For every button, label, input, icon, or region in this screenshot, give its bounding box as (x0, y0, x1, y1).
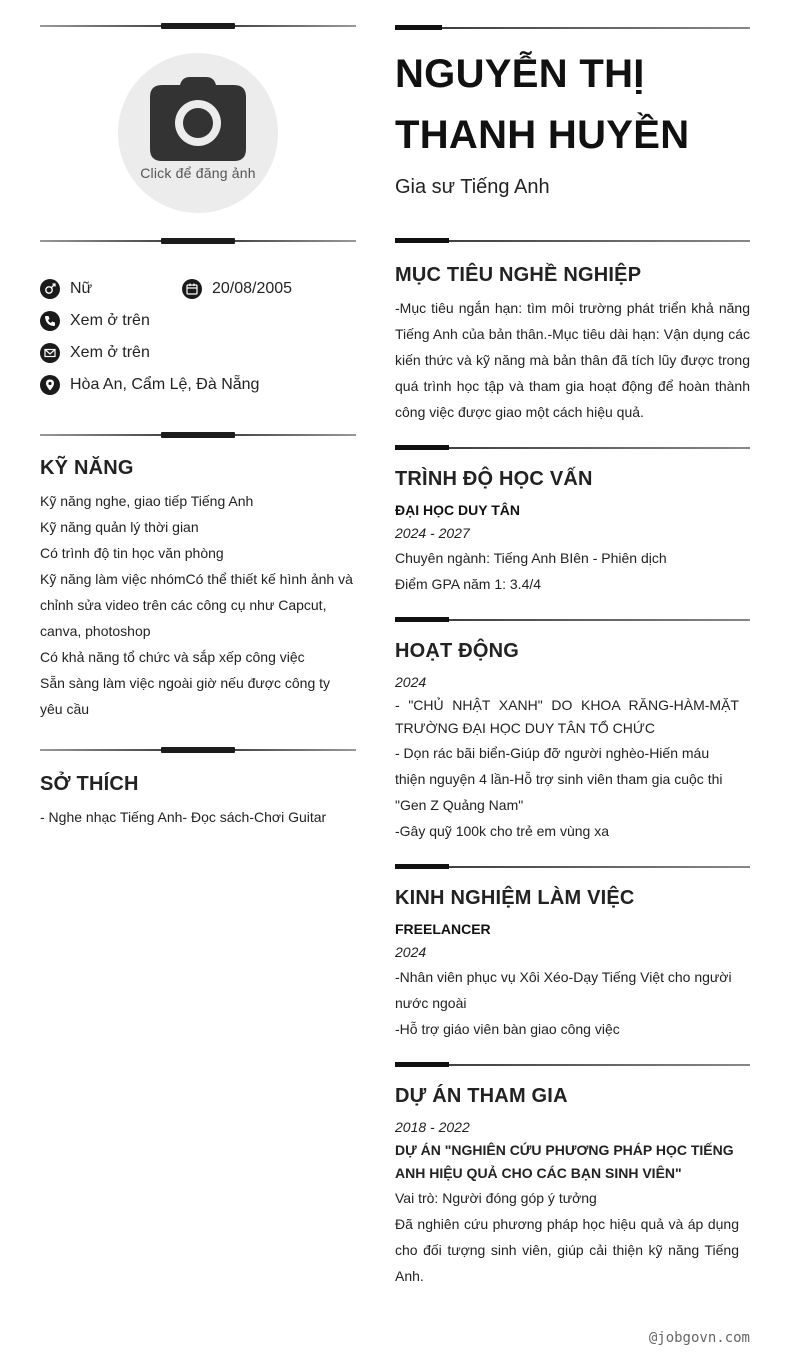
phone-row (40, 311, 150, 331)
divider (395, 238, 750, 244)
email-row (40, 343, 150, 363)
divider (40, 746, 356, 754)
hobbies-title: SỞ THÍCH (40, 773, 139, 795)
phone-icon (40, 311, 60, 331)
projects-title: DỰ ÁN THAM GIA (395, 1085, 568, 1107)
activities-desc: - Dọn rác bãi biển-Giúp đỡ người nghèo-Hiến máu thiện nguyện 4 lần-Hỗ trợ sinh viên tham gia cuộc thi "Gen Z Quảng Nam" (395, 745, 723, 813)
experience-desc: -Hỗ trợ giáo viên bàn giao công việc (395, 1021, 620, 1037)
gender-icon (40, 279, 60, 299)
avatar-caption: Click để đăng ảnh (140, 165, 256, 181)
phone-value: Xem ở trên (70, 312, 150, 329)
education-school: ĐẠI HỌC DUY TÂN (395, 502, 520, 518)
skills-list (40, 488, 356, 722)
objective-text: -Mục tiêu ngắn hạn: tìm môi trường phát triển khả năng Tiếng Anh của bản thân.-Mục tiêu dài hạn: Vận dụng các kiến thức và kỹ năng mà bản thân đã tích lũy được trong quá trình học tập và tham gia hoạt động để hoàn thành công việc được giao một cách hiệu quả. (395, 300, 750, 420)
experience-desc: -Nhân viên phục vụ Xôi Xéo-Dạy Tiếng Việt cho người nước ngoài (395, 969, 732, 1011)
experience-title: KINH NGHIỆM LÀM VIỆC (395, 887, 635, 909)
project-desc: Đã nghiên cứu phương pháp học hiệu quả và áp dụng cho đối tượng sinh viên, giúp cải thiện kỹ năng Tiếng Anh. (395, 1216, 739, 1284)
education-major: Chuyên ngành: Tiếng Anh BIên - Phiên dịch (395, 550, 667, 566)
divider (40, 431, 356, 439)
address-value: Hòa An, Cẩm Lệ, Đà Nẵng (70, 376, 260, 393)
list-item: Kỹ năng nghe, giao tiếp Tiếng Anh (40, 493, 254, 509)
job-title: Gia sư Tiếng Anh (395, 176, 550, 198)
divider (395, 1062, 750, 1068)
education-title: TRÌNH ĐỘ HỌC VẤN (395, 468, 593, 490)
activities-org: - "CHỦ NHẬT XANH" DO KHOA RĂNG-HÀM-MẶT TRƯỜNG ĐẠI HỌC DUY TÂN TỔ CHỨC (395, 697, 739, 736)
divider (40, 237, 356, 245)
activities-title: HOẠT ĐỘNG (395, 640, 520, 662)
list-item: Có trình độ tin học văn phòng (40, 545, 224, 561)
divider (395, 445, 750, 451)
mail-icon (40, 343, 60, 363)
email-value: Xem ở trên (70, 344, 150, 361)
gender-value: Nữ (70, 280, 93, 297)
list-item: Kỹ năng làm việc nhómCó thể thiết kế hình ảnh và chỉnh sửa video trên các công cụ như Capcut, canva, photoshop (40, 571, 353, 639)
list-item: Kỹ năng quản lý thời gian (40, 519, 199, 535)
list-item: Có khả năng tổ chức và sắp xếp công việc (40, 649, 305, 665)
camera-icon (150, 77, 246, 161)
birthdate-value: 20/08/2005 (212, 280, 293, 297)
education-gpa: Điểm GPA năm 1: 3.4/4 (395, 576, 542, 592)
hobbies-text: - Nghe nhạc Tiếng Anh- Đọc sách-Chơi Guitar (40, 809, 327, 825)
birthdate-row (182, 279, 292, 299)
education-period: 2024 - 2027 (395, 525, 470, 541)
candidate-name: NGUYỄN THỊ THANH HUYỀN (395, 52, 690, 157)
divider (395, 25, 750, 31)
address-row (40, 375, 259, 395)
gender-row (40, 279, 92, 299)
objective-title: MỤC TIÊU NGHỀ NGHIỆP (395, 264, 642, 286)
activities-period: 2024 (395, 674, 427, 690)
divider (395, 864, 750, 870)
list-item: Sẵn sàng làm việc ngoài giờ nếu được công ty yêu cầu (40, 675, 331, 717)
calendar-icon (182, 279, 202, 299)
project-role: Vai trò: Người đóng góp ý tưởng (395, 1190, 597, 1206)
experience-period: 2024 (395, 944, 427, 960)
divider (395, 617, 750, 623)
projects-period: 2018 - 2022 (395, 1119, 470, 1135)
divider (40, 22, 356, 30)
experience-company: FREELANCER (395, 921, 491, 937)
location-pin-icon (40, 375, 60, 395)
watermark: @jobgovn.com (648, 1330, 750, 1346)
project-name: DỰ ÁN "NGHIÊN CỨU PHƯƠNG PHÁP HỌC TIẾNG ANH HIỆU QUẢ CHO CÁC BẠN SINH VIÊN" (395, 1142, 734, 1181)
avatar-upload[interactable] (118, 53, 278, 213)
activities-desc: -Gây quỹ 100k cho trẻ em vùng xa (395, 823, 609, 839)
skills-title: KỸ NĂNG (40, 457, 134, 479)
